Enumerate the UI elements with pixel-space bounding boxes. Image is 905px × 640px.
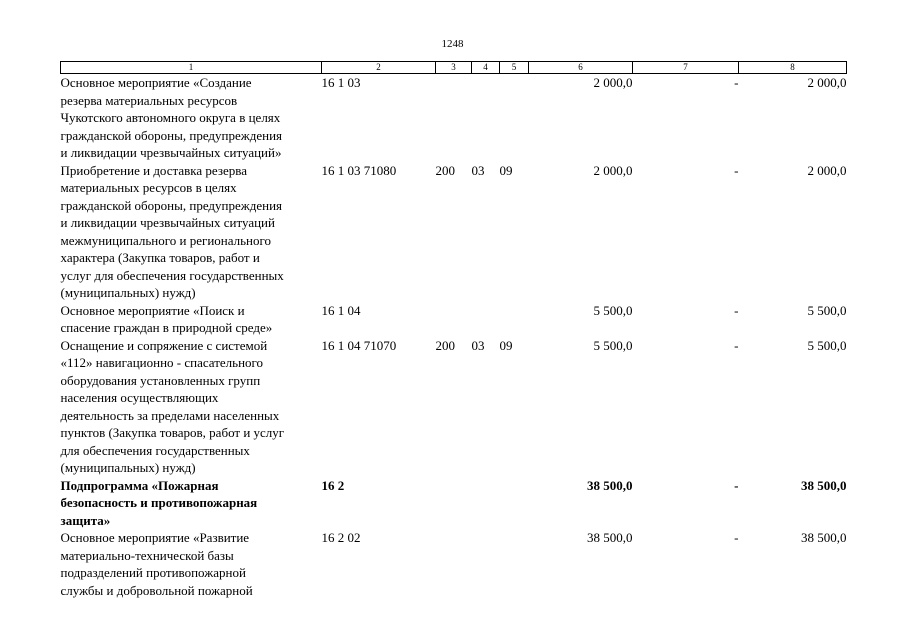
row-code: 16 1 03 71080 bbox=[321, 162, 397, 178]
row-name bbox=[61, 302, 322, 337]
row-amount-6: 38 500,0 bbox=[587, 477, 633, 493]
row-expense-type: 200 bbox=[435, 162, 455, 178]
header-cell-7: 7 bbox=[633, 62, 739, 74]
row-amount-8: 5 500,0 bbox=[807, 302, 847, 318]
row-amount-6: 38 500,0 bbox=[587, 530, 633, 545]
row-name-text: Подпрограмма «Пожарная безопасность и противопожарная защита» bbox=[60, 477, 258, 528]
row-subsection: 09 bbox=[499, 162, 513, 178]
row-code: 16 1 03 bbox=[321, 75, 361, 90]
row-amount-8: 2 000,0 bbox=[807, 162, 847, 178]
row-section bbox=[472, 529, 500, 599]
header-cell-5: 5 bbox=[500, 62, 529, 74]
row-code: 16 1 04 71070 bbox=[321, 337, 397, 353]
header-cell-4: 4 bbox=[472, 62, 500, 74]
row-amount-7: - bbox=[734, 75, 739, 90]
row-code: 16 2 02 bbox=[321, 530, 361, 545]
row-subsection bbox=[500, 477, 529, 530]
table-row bbox=[61, 162, 847, 302]
row-name bbox=[61, 74, 322, 162]
row-amount-6: 2 000,0 bbox=[593, 162, 633, 178]
row-name bbox=[61, 337, 322, 477]
row-section: 03 bbox=[471, 162, 485, 178]
row-amount-7: - bbox=[734, 530, 739, 545]
row-name-text: Основное мероприятие «Развитие материально-технической базы подразделений противопожарной службы и добровольной пожарной bbox=[60, 530, 253, 598]
table-body bbox=[61, 74, 847, 600]
row-code: 16 2 bbox=[321, 477, 345, 493]
header-cell-2: 2 bbox=[322, 62, 436, 74]
row-subsection bbox=[500, 302, 529, 337]
table-row bbox=[61, 302, 847, 337]
row-amount-7: - bbox=[734, 337, 739, 353]
table-row bbox=[61, 529, 847, 599]
row-expense-type: 200 bbox=[435, 337, 455, 353]
row-name-text: Основное мероприятие «Создание резерва материальных ресурсов Чукотского автономного округа в целях гражданской обороны, предупреждения и ликвидации чрезвычайных ситуаций» bbox=[60, 75, 283, 160]
table-row bbox=[61, 477, 847, 530]
header-cell-8: 8 bbox=[739, 62, 847, 74]
row-section: 03 bbox=[471, 337, 485, 353]
header-cell-1: 1 bbox=[61, 62, 322, 74]
header-cell-6: 6 bbox=[529, 62, 633, 74]
row-name-text: Оснащение и сопряжение с системой «112» навигационно - спасательного оборудования установленных групп населения осуществляющих деятельность за пределами населенных пунктов (Закупка товаров, работ и услуг для обеспечения государственных (муниципальных) нужд) bbox=[60, 337, 285, 475]
row-amount-8: 2 000,0 bbox=[807, 75, 847, 90]
row-amount-8: 5 500,0 bbox=[807, 337, 847, 353]
row-subsection bbox=[500, 74, 529, 162]
table-row bbox=[61, 74, 847, 162]
row-amount-7: - bbox=[734, 302, 739, 318]
row-name-text: Основное мероприятие «Поиск и спасение граждан в природной среде» bbox=[60, 302, 273, 335]
row-name bbox=[61, 162, 322, 302]
row-code: 16 1 04 bbox=[321, 302, 361, 318]
row-section bbox=[472, 477, 500, 530]
row-expense-type bbox=[436, 302, 472, 337]
row-subsection bbox=[500, 529, 529, 599]
row-subsection: 09 bbox=[499, 337, 513, 353]
row-section bbox=[472, 302, 500, 337]
header-row bbox=[61, 62, 847, 74]
row-expense-type bbox=[436, 529, 472, 599]
budget-table bbox=[60, 61, 847, 599]
row-amount-6: 2 000,0 bbox=[593, 75, 633, 90]
page-number: 1248 bbox=[441, 38, 464, 50]
row-name bbox=[61, 477, 322, 530]
table-header bbox=[61, 62, 847, 74]
table-row bbox=[61, 337, 847, 477]
row-amount-6: 5 500,0 bbox=[593, 337, 633, 353]
row-expense-type bbox=[436, 74, 472, 162]
row-amount-8: 38 500,0 bbox=[801, 477, 847, 493]
row-expense-type bbox=[436, 477, 472, 530]
header-cell-3: 3 bbox=[436, 62, 472, 74]
row-name bbox=[61, 529, 322, 599]
row-amount-7: - bbox=[734, 162, 739, 178]
row-section bbox=[472, 74, 500, 162]
row-name-text: Приобретение и доставка резерва материальных ресурсов в целях гражданской обороны, предупреждения и ликвидации чрезвычайных ситуаций межмуниципального и регионального характера (Закупка товаров, работ и услуг для обеспечения государственных (муниципальных) нужд) bbox=[60, 162, 284, 300]
row-amount-6: 5 500,0 bbox=[593, 302, 633, 318]
row-amount-8: 38 500,0 bbox=[801, 530, 847, 545]
row-amount-7: - bbox=[734, 477, 739, 493]
